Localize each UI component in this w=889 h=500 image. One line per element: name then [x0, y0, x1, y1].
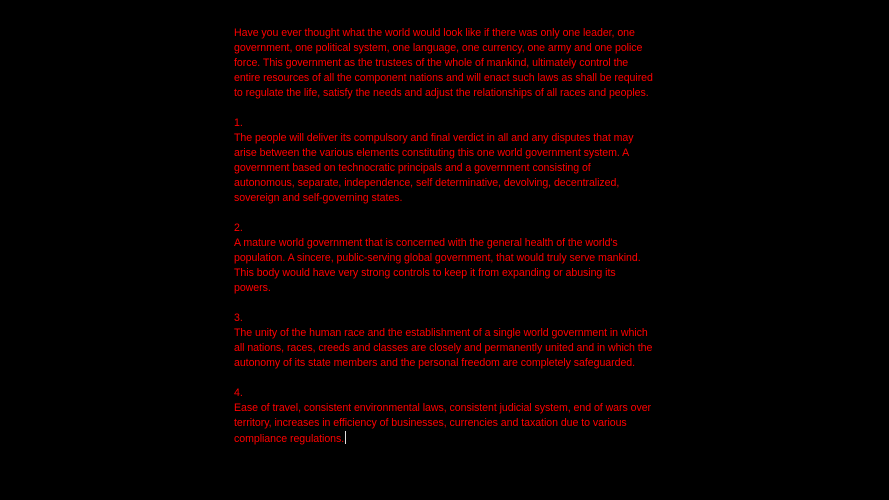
- section-3-text: The unity of the human race and the establishment of a single world government in which all nations, races, creeds and classes are closely and permanently united and in which the autonomy of its state members and the personal freedom are completely safeguarded.: [234, 327, 653, 369]
- text-editor[interactable]: [234, 26, 654, 462]
- text-cursor: [345, 431, 346, 444]
- section-3-number: 3.: [234, 312, 243, 324]
- section-1: [234, 116, 654, 206]
- section-2-number: 2.: [234, 222, 243, 234]
- section-1-text: The people will deliver its compulsory and final verdict in all and any disputes that may arise between the various elements constituting this one world government system. A government based on technocratic principals and a government consisting of autonomous, separate, independence, self determinative, devolving, decentralized, sovereign and self-governing states.: [234, 132, 634, 204]
- section-3: [234, 311, 654, 371]
- section-4-text: Ease of travel, consistent environmental laws, consistent judicial system, end of wars over territory, increases in efficiency of businesses, currencies and taxation due to various compliance regulations.: [234, 402, 652, 445]
- intro-paragraph: Have you ever thought what the world would look like if there was only one leader, one government, one political system, one language, one currency, one army and one police force. This government as the trustees of the whole of mankind, ultimately control the entire resources of all the component nations and will enact such laws as shall be required to regulate the life, satisfy the needs and adjust the relationships of all races and peoples.: [234, 27, 653, 99]
- section-4: [234, 386, 654, 447]
- section-4-number: 4.: [234, 387, 243, 399]
- section-2: [234, 221, 654, 296]
- section-1-number: 1.: [234, 117, 243, 129]
- section-2-text: A mature world government that is concerned with the general health of the world's population. A sincere, public-serving global government, that would truly serve mankind. This body would have very strong controls to keep it from expanding or abusing its powers.: [234, 237, 641, 294]
